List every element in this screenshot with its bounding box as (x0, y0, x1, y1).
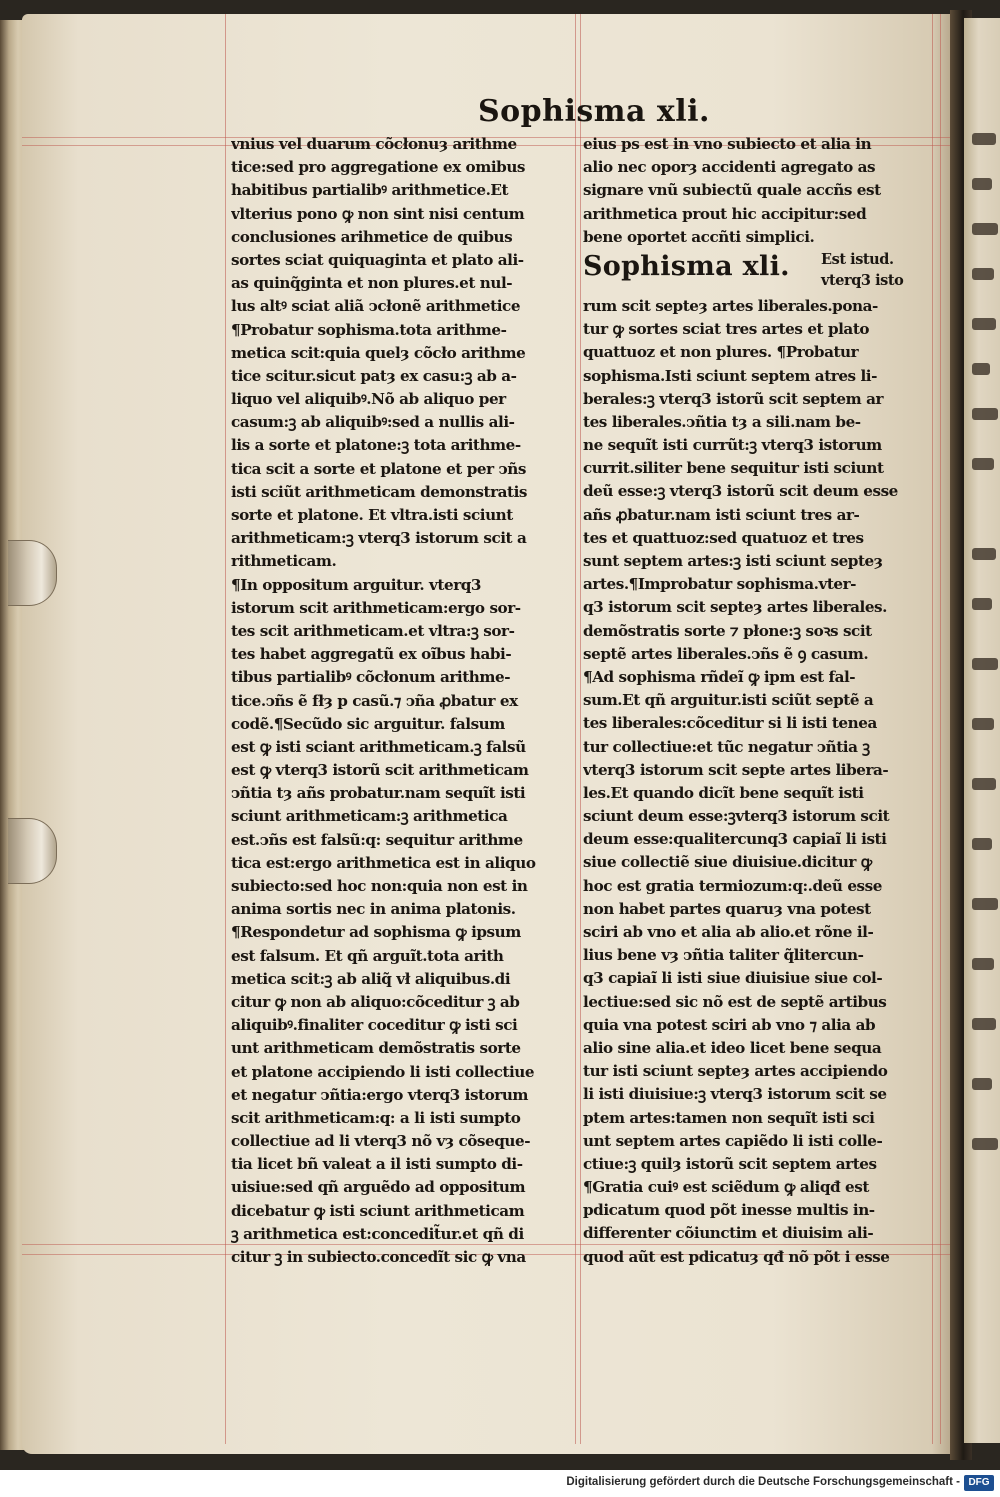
text-line: tice scitur.sicut patȝ ex casu:ꝫ ab a- (231, 366, 517, 385)
text-line: arithmeticam:ꝫ vterq3 istorum scit a (231, 529, 527, 548)
text-line: ¶Probatur sophisma.tota arithme- (231, 320, 507, 339)
text-line: ne sequĩt isti currũt:ꝫ vterq3 istorum (583, 436, 882, 455)
text-line: istorum scit arithmeticam:ergo sor- (231, 598, 521, 617)
text-line: citur ꝫ in subiecto.concedĩt sic ꝙ vna (231, 1248, 526, 1266)
text-line: deũ esse:ꝫ vterq3 istorũ scit deum esse (583, 482, 898, 501)
text-line: metica scit:ꝫ ab aliq̃ vł aliquibus.di (231, 969, 511, 988)
text-line: ¶In oppositum arguitur. vterq3 (231, 575, 482, 594)
text-line: rum scit septeȝ artes liberales.pona- (583, 296, 878, 315)
text-line: est.ↄñs est falsũ:q: sequitur arithme (231, 830, 523, 849)
text-line: unt septem artes capiẽdo li isti colle- (583, 1131, 883, 1150)
text-line: berales:ꝫ vterq3 istorũ scit septem ar (583, 389, 884, 408)
funding-credit: Digitalisierung gefördert durch die Deutsche Forschungsgemeinschaft - (566, 1476, 960, 1488)
text-line: tes liberales:cõceditur si li isti tenea (583, 714, 877, 733)
text-line: alio sine alia.et ideo licet bene sequa (583, 1038, 882, 1057)
text-line: vterq3 istorum scit septe artes libera- (583, 760, 889, 779)
right-text-column (583, 133, 925, 1269)
text-line: ¶Ad sophisma rñdeĩ ꝙ ipm est fal- (583, 667, 856, 686)
text-line: les.Et quando dicĩt bene sequĩt isti (583, 783, 864, 802)
text-line: ꝫ arithmetica est:concedit̃ur.et qñ di (231, 1224, 524, 1243)
text-line: tice:sed pro aggregatione ex omibus (231, 158, 526, 177)
text-line: li isti diuisiue:ꝫ vterq3 istorum scit se (583, 1085, 887, 1104)
text-line: ¶Respondetur ad sophisma ꝙ ipsum (231, 923, 521, 942)
text-line: sum.Et qñ arguitur.isti sciũt septẽ a (583, 691, 874, 710)
text-line: sciri ab vno et alia ab alio.et rõne il- (583, 923, 874, 941)
text-line: tice.ↄñs ẽ fłȝ p casũ.⁊ ↄña ꝓbatur ex (231, 691, 518, 710)
text-line: sorte et platone. Et vltra.isti sciunt (231, 506, 513, 524)
text-line: sciunt arithmeticam:ꝫ arithmetica (231, 807, 508, 826)
text-line: lis a sorte et platone:ꝫ tota arithme- (231, 436, 521, 455)
text-line: non habet partes quaruȝ vna potest (583, 899, 871, 918)
text-line: pdicatum quod põt inesse multis in- (583, 1201, 875, 1220)
facing-page-edge (964, 18, 1000, 1443)
text-line: citur ꝙ non ab aliquo:cõceditur ꝫ ab (231, 992, 520, 1011)
text-line: tur ꝙ sortes sciat tres artes et plato (583, 320, 870, 339)
text-line: ↄñtia tȝ añs probatur.nam sequĩt isti (231, 784, 526, 803)
book-clasp (8, 540, 57, 606)
page-heading: Sophisma xli. (478, 94, 710, 129)
text-line: as quinq̃ginta et non plures.et nul- (231, 274, 513, 293)
text-line: tica scit a sorte et platone et per ↄñs (231, 459, 526, 478)
text-line: q3 istorum scit septeȝ artes liberales. (583, 598, 887, 617)
text-line: et platone accipiendo li isti collectiue (231, 1062, 535, 1081)
text-line: lius bene vȝ ↄñtia taliter q̃litercun- (583, 946, 864, 965)
text-line: lectiue:sed sic nõ est de septẽ artibus (583, 992, 887, 1011)
text-line: arithmetica prout hic accipitur:sed (583, 204, 867, 223)
text-line: tes liberales.ↄñtia tȝ a sili.nam be- (583, 412, 861, 431)
text-line: tur collectiue:et tũc negatur ↄñtia ꝫ (583, 737, 870, 756)
text-line: signare vnũ subiectũ quale accñs est (583, 181, 881, 200)
text-line: aliquibꝰ.finaliter coceditur ꝙ isti sci (231, 1016, 518, 1035)
text-line: tur isti sciunt septeȝ artes accipiendo (583, 1062, 888, 1081)
text-line: differenter cõiunctim et diuisim ali- (583, 1224, 874, 1243)
book-clasp (8, 818, 57, 884)
text-line: vnius vel duarum cõcłonuȝ arithme (231, 135, 517, 153)
text-line: añs ꝓbatur.nam isti sciunt tres ar- (583, 505, 860, 524)
text-line: quia vna potest sciri ab vno ⁊ alia ab (583, 1015, 876, 1034)
ruling-line (932, 14, 933, 1444)
left-text-column (231, 133, 571, 1269)
text-line: metica scit:quia quelȝ cõcło arithme (231, 343, 526, 362)
text-line: eius ps est in vno subiecto et alia in (583, 135, 872, 153)
text-line: sortes sciat quiquaginta et plato ali- (231, 250, 524, 269)
text-line: q3 capiaĩ li isti siue diuisiue siue col- (583, 969, 883, 988)
text-line: tica est:ergo arithmetica est in aliquo (231, 853, 536, 872)
text-line: liquo vel aliquibꝰ.Nõ ab aliquo per (231, 390, 506, 409)
text-line: vlterius pono ꝙ non sint nisi centum (231, 204, 525, 223)
text-line: collectiue ad li vterq3 nõ vȝ cõseque- (231, 1132, 531, 1151)
text-line: isti sciũt arithmeticam demonstratis (231, 482, 528, 501)
text-line: lus altꝰ sciat aliã ↄcłonẽ arithmetice (231, 297, 521, 316)
section-heading-row (583, 249, 925, 295)
dfg-logo[interactable]: DFG (964, 1475, 994, 1491)
text-line: deum esse:qualitercunq3 capiaĩ li isti (583, 830, 887, 849)
text-line: sophisma.Isti sciunt septem atres li- (583, 366, 877, 385)
text-line: est ꝙ isti sciant arithmeticam.ꝫ falsũ (231, 737, 526, 756)
text-line: ¶Gratia cuiꝰ est sciẽdum ꝙ aliqđ est (583, 1178, 869, 1197)
text-line: codẽ.¶Secũdo sic arguitur. falsum (231, 714, 505, 733)
text-line: casum:ꝫ ab aliquibꝰ:sed a nullis ali- (231, 413, 515, 432)
text-line: siue collectiẽ siue diuisiue.dicitur ꝙ (583, 853, 872, 872)
text-line: conclusiones arihmetice de quibus (231, 227, 513, 246)
text-line: et negatur ↄñtia:ergo vterq3 istorum (231, 1085, 529, 1104)
text-line: demõstratis sorte ⁊ płone:ꝫ soꝛs scit (583, 621, 872, 640)
text-line: hoc est gratia termiozum:q:.deũ esse (583, 876, 882, 895)
text-line: tes et quattuoz:sed quatuoz et tres (583, 528, 864, 547)
text-line: ptem artes:tamen non sequĩt isti sci (583, 1108, 875, 1127)
text-line: artes.¶Improbatur sophisma.vter- (583, 575, 857, 594)
text-line: subiecto:sed hoc non:quia non est in (231, 877, 528, 895)
text-line: unt arithmeticam demõstratis sorte (231, 1039, 521, 1058)
text-line: uisiue:sed qñ arguẽdo ad oppositum (231, 1178, 526, 1197)
ruling-line (575, 14, 576, 1444)
text-line: est ꝙ vterq3 istorũ scit arithmeticam (231, 761, 529, 780)
section-heading: Sophisma xli. (583, 250, 790, 282)
text-line: bene oportet accñti simplici. (583, 227, 815, 246)
text-line: septẽ artes liberales.ↄñs ẽ ꝯ casum. (583, 644, 869, 663)
text-line: sciunt deum esse:ꝫvterq3 istorum scit (583, 807, 890, 826)
text-line: sunt septem artes:ꝫ isti sciunt septeȝ (583, 552, 883, 570)
text-line: currit.siliter bene sequitur isti sciunt (583, 459, 884, 478)
text-line: dicebatur ꝙ isti sciunt arithmeticam (231, 1201, 525, 1220)
text-line: rithmeticam. (231, 552, 337, 571)
text-line: anima sortis nec in anima platonis. (231, 900, 516, 919)
text-line: ctiue:ꝫ quilȝ istorũ scit septem artes (583, 1154, 877, 1173)
text-line: alio nec oporȝ accidenti agregato as (583, 158, 876, 177)
text-line: tia licet bñ valeat a il isti sumpto di- (231, 1155, 523, 1174)
text-line: quattuoz et non plures. ¶Probatur (583, 343, 859, 362)
text-line: scit arithmeticam:q: a li isti sumpto (231, 1108, 521, 1127)
text-line: tes scit arithmeticam.et vltra:ꝫ sor- (231, 621, 515, 640)
ruling-line (580, 14, 581, 1444)
text-line: est falsum. Et qñ arguĩt.tota arith (231, 946, 504, 965)
text-line: tes habet aggregatũ ex oĩbus habi- (231, 645, 512, 664)
ruling-line (225, 14, 226, 1444)
ruling-line (940, 14, 941, 1444)
text-line: habitibus partialibꝰ arithmetice.Et (231, 181, 509, 200)
text-line: quod aũt est pdicatuȝ qđ nõ põt i esse (583, 1247, 890, 1266)
digitization-footer (0, 1470, 1000, 1497)
text-line: tibus partialibꝰ cõcłonum arithme- (231, 668, 511, 687)
section-heading-tail: Est istud. vterq3 isto (821, 250, 904, 289)
